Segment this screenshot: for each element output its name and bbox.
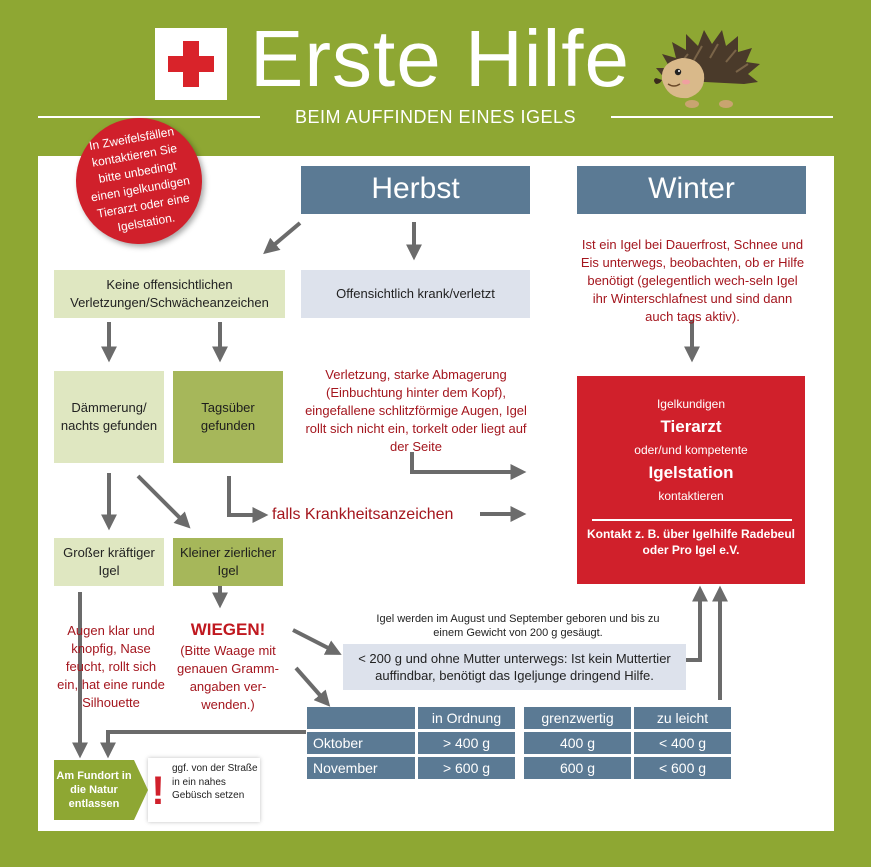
table-cell: < 600 g [634, 757, 731, 779]
table-cell: < 400 g [634, 732, 731, 754]
small-hedgehog-box: Kleiner zierlicher Igel [173, 538, 283, 586]
vet-contact-text: Kontakt z. B. über Igelhilfe Radebeul oder Pro Igel e.V. [586, 527, 796, 557]
healthy-signs-text: Augen klar und knopfig, Nase feucht, rollt sich ein, hat eine runde Silhouette [57, 623, 165, 710]
advice-stamp: In Zweifelsfällen kontaktieren Sie bitte unbedingt einen igelkundigen Tierarzt oder eine Igelstation. [66, 108, 212, 254]
daytime-box: Tagsüber gefunden [173, 371, 283, 463]
birth-info-text: Igel werden im August und September geboren und bis zu einem Gewicht von 200 g gesäugt. [376, 613, 660, 639]
vet-line-1: Igelkundigen [656, 397, 726, 411]
release-box: Am Fundort in die Natur entlassen [54, 760, 134, 820]
season-herbst: Herbst [301, 166, 530, 214]
table-row-october-label: Oktober [307, 732, 415, 754]
page-subtitle: BEIM AUFFINDEN EINES IGELS [294, 107, 577, 127]
vet-line-4: Igelstation [648, 463, 734, 482]
table-cell: 400 g [524, 732, 631, 754]
table-row-november-label: November [307, 757, 415, 779]
table-cell: 600 g [524, 757, 631, 779]
roadside-tip-text: ggf. von der Straße in ein nahes Gebüsch setzen [172, 763, 258, 801]
table-header-ok: in Ordnung [418, 707, 515, 729]
visibly-ill-box: Offensichtlich krank/verletzt [301, 270, 530, 318]
vet-divider [592, 519, 792, 521]
large-hedgehog-box: Großer kräftiger Igel [54, 538, 164, 586]
release-arrow-tip [134, 760, 148, 820]
table-corner [307, 707, 415, 729]
vet-line-5: kontaktieren [658, 489, 724, 503]
page-title: Erste Hilfe [250, 14, 630, 103]
exclamation-icon: ! [151, 769, 165, 813]
winter-text: Ist ein Igel bei Dauerfrost, Schnee und Eis unterwegs, beobachten, ob er Hilfe benötigt (gelegentlich wech-seln Igel ihr Winterschlafnest und sind dann auch tags aktiv). [580, 237, 805, 324]
vet-line-2: Tierarzt [660, 417, 722, 436]
illness-signs-label: falls Krankheitsanzeichen [272, 506, 454, 523]
vet-line-3: oder/und kompetente [634, 443, 748, 457]
under-200g-box: < 200 g und ohne Mutter unterwegs: Ist kein Muttertier auffindbar, benötigt das Igeljunge dringend Hilfe. [343, 644, 686, 690]
table-cell: > 400 g [418, 732, 515, 754]
no-injury-box: Keine offensichtlichen Verletzungen/Schwächeanzeichen [54, 270, 285, 318]
weigh-text: (Bitte Waage mit genauen Gramm-angaben ver-wenden.) [177, 643, 279, 712]
season-winter: Winter [577, 166, 806, 214]
dusk-night-box: Dämmerung/ nachts gefunden [54, 371, 164, 463]
table-cell: > 600 g [418, 757, 515, 779]
weigh-title: WIEGEN! [190, 620, 266, 639]
vet-contact-box [577, 376, 805, 584]
injury-signs-text: Verletzung, starke Abmagerung (Einbuchtung hinter dem Kopf), eingefallene schlitzförmige Augen, Igel rollt sich nicht ein, torkelt oder liegt auf der Seite [305, 367, 527, 454]
table-header-borderline: grenzwertig [524, 707, 631, 729]
table-header-too-light: zu leicht [634, 707, 731, 729]
